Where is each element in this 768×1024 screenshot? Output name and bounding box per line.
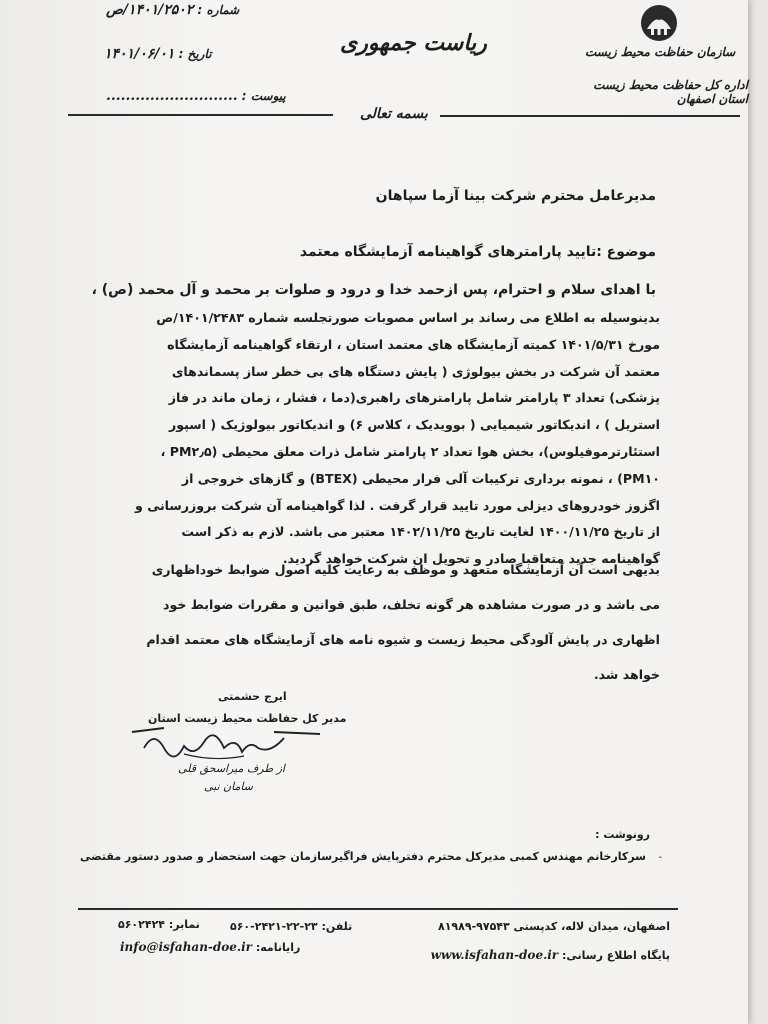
presidency-title: ریاست جمهوری (340, 30, 487, 56)
letter-attachment-value: ........................... (106, 88, 238, 104)
letter-number-label: شماره : (197, 3, 240, 17)
body-line: پزشکی) تعداد ۳ پارامتر شامل پارامترهای راهبری(دما ، فشار ، زمان ماند در فاز (168, 390, 660, 406)
letter-attachment-label: پیوست : (241, 89, 286, 103)
header-rule-right (440, 115, 740, 117)
footer-phone: تلفن: ۲۳-۲۲-۲۴۲۱-۵۶۰ (230, 920, 353, 933)
letter-date-row (98, 46, 211, 62)
footer-fax: نمابر: ۵۶۰۲۴۲۴ (118, 918, 200, 931)
body-line: معتمد آن شرکت در بخش بیولوژی ( پایش دستگاه های بی خطر ساز پسماندهای (171, 363, 660, 379)
environment-protection-logo-icon (639, 3, 679, 43)
footer-address: اصفهان، میدان لاله، کدپستی ۹۷۵۴۳-۸۱۹۸۹ (437, 920, 670, 933)
handwritten-signature (124, 718, 324, 766)
subject: موضوع :تایید پارامترهای گواهینامه آزمایشگاه معتمد (299, 244, 656, 260)
body-line: PM۱۰) ، نمونه برداری ترکیبات آلی فرار محیطی (BTEX) و گازهای خروجی از (181, 470, 660, 486)
footer-email-label: رایانامه: (255, 941, 301, 954)
organization-name: سازمان حفاظت محیط زیست (585, 45, 736, 59)
body-line: از تاریخ ۱۴۰۰/۱۱/۲۵ لغایت تاریخ ۱۴۰۲/۱۱/۲۵ معتبر می باشد. لازم به ذکر است (181, 524, 660, 540)
footer-email-row (120, 940, 300, 954)
letter-number-row (100, 2, 239, 18)
closing-line: بدیهی است آن آزمایشگاه متعهد و موظف به رعایت کلیه اصول ضوابط خوداظهاری (151, 562, 660, 577)
letter-number-value: ۱۴۰۱/۲۵۰۲/ص (106, 2, 194, 18)
body-line: گواهینامه جدید متعاقبا صادر و تحویل ان شرکت خواهد گردید. (282, 551, 660, 567)
closing-line: اظهاری در پایش آلودگی محیط زیست و شیوه نامه های آزمایشگاه های معتمد اقدام (146, 632, 660, 647)
footer-website-row (431, 948, 670, 962)
closing-line: خواهد شد. (593, 667, 660, 682)
footer-website-label: پایگاه اطلاع رسانی: (561, 949, 670, 962)
on-behalf-note: از طرف میراسحق قلی (178, 762, 285, 775)
recipient: مدیرعامل محترم شرکت بینا آزما سپاهان (375, 188, 656, 204)
handwritten-name: سامان نبی (204, 780, 253, 793)
greeting: با اهدای سلام و احترام، پس ازحمد خدا و درود و صلوات بر محمد و آل محمد (ص) ، (91, 282, 656, 298)
body-line: بدینوسیله به اطلاع می رساند بر اساس مصوبات صورتجلسه شماره ۱۴۰۱/۲۴۸۳/ص (156, 310, 660, 325)
letter-attachment-row (100, 88, 286, 104)
organization-department: اداره کل حفاظت محیط زیست استان اصفهان (593, 78, 748, 106)
copy-to-label: رونوشت : (595, 828, 650, 841)
body-line: اگزوز خودروهای دیزلی مورد تایید قرار گرفت . لذا گواهینامه آن شرکت بروزرسانی و (134, 497, 660, 513)
body-line: استئارترموفیلوس)، بخش هوا تعداد ۲ پارامتر شامل ذرات معلق محیطی (PM۲٫۵ ، (160, 443, 660, 459)
signatory-name: ایرج حشمتی (218, 690, 287, 703)
footer-website[interactable]: www.isfahan-doe.ir (430, 948, 559, 962)
footer-email[interactable]: info@isfahan-doe.ir (120, 940, 252, 954)
copy-to-text: سرکارخانم مهندس کمبی مدیرکل محترم دفترپایش فراگیرسازمان جهت استحضار و صدور دستور مقتضی (79, 850, 646, 863)
copy-bullet: - (658, 852, 662, 863)
letter-date-label: تاریخ : (178, 47, 212, 61)
closing-line: می باشد و در صورت مشاهده هر گونه تخلف، طبق قوانین و مقررات ضوابط خود (162, 597, 660, 612)
letter-closing-paragraph (70, 552, 660, 692)
header-rule-left (68, 114, 333, 116)
body-line: استریل ) ، اندیکاتور شیمیایی ( بوویدیک ، کلاس ۶) و اندیکاتور بیولوژیک ( اسپور (168, 417, 660, 433)
signatory-title: مدیر کل حفاظت محیط زیست استان (148, 712, 347, 725)
footer-rule (78, 908, 678, 910)
bismillah: بسمه تعالی (360, 106, 428, 122)
letter-date-value: ۱۴۰۱/۰۶/۰۱ (104, 46, 175, 62)
letter-body-paragraph (70, 305, 660, 573)
body-line: مورخ ۱۴۰۱/۵/۳۱ کمیته آزمایشگاه های معتمد استان ، ارتقاء گواهینامه آزمایشگاه (167, 336, 660, 352)
